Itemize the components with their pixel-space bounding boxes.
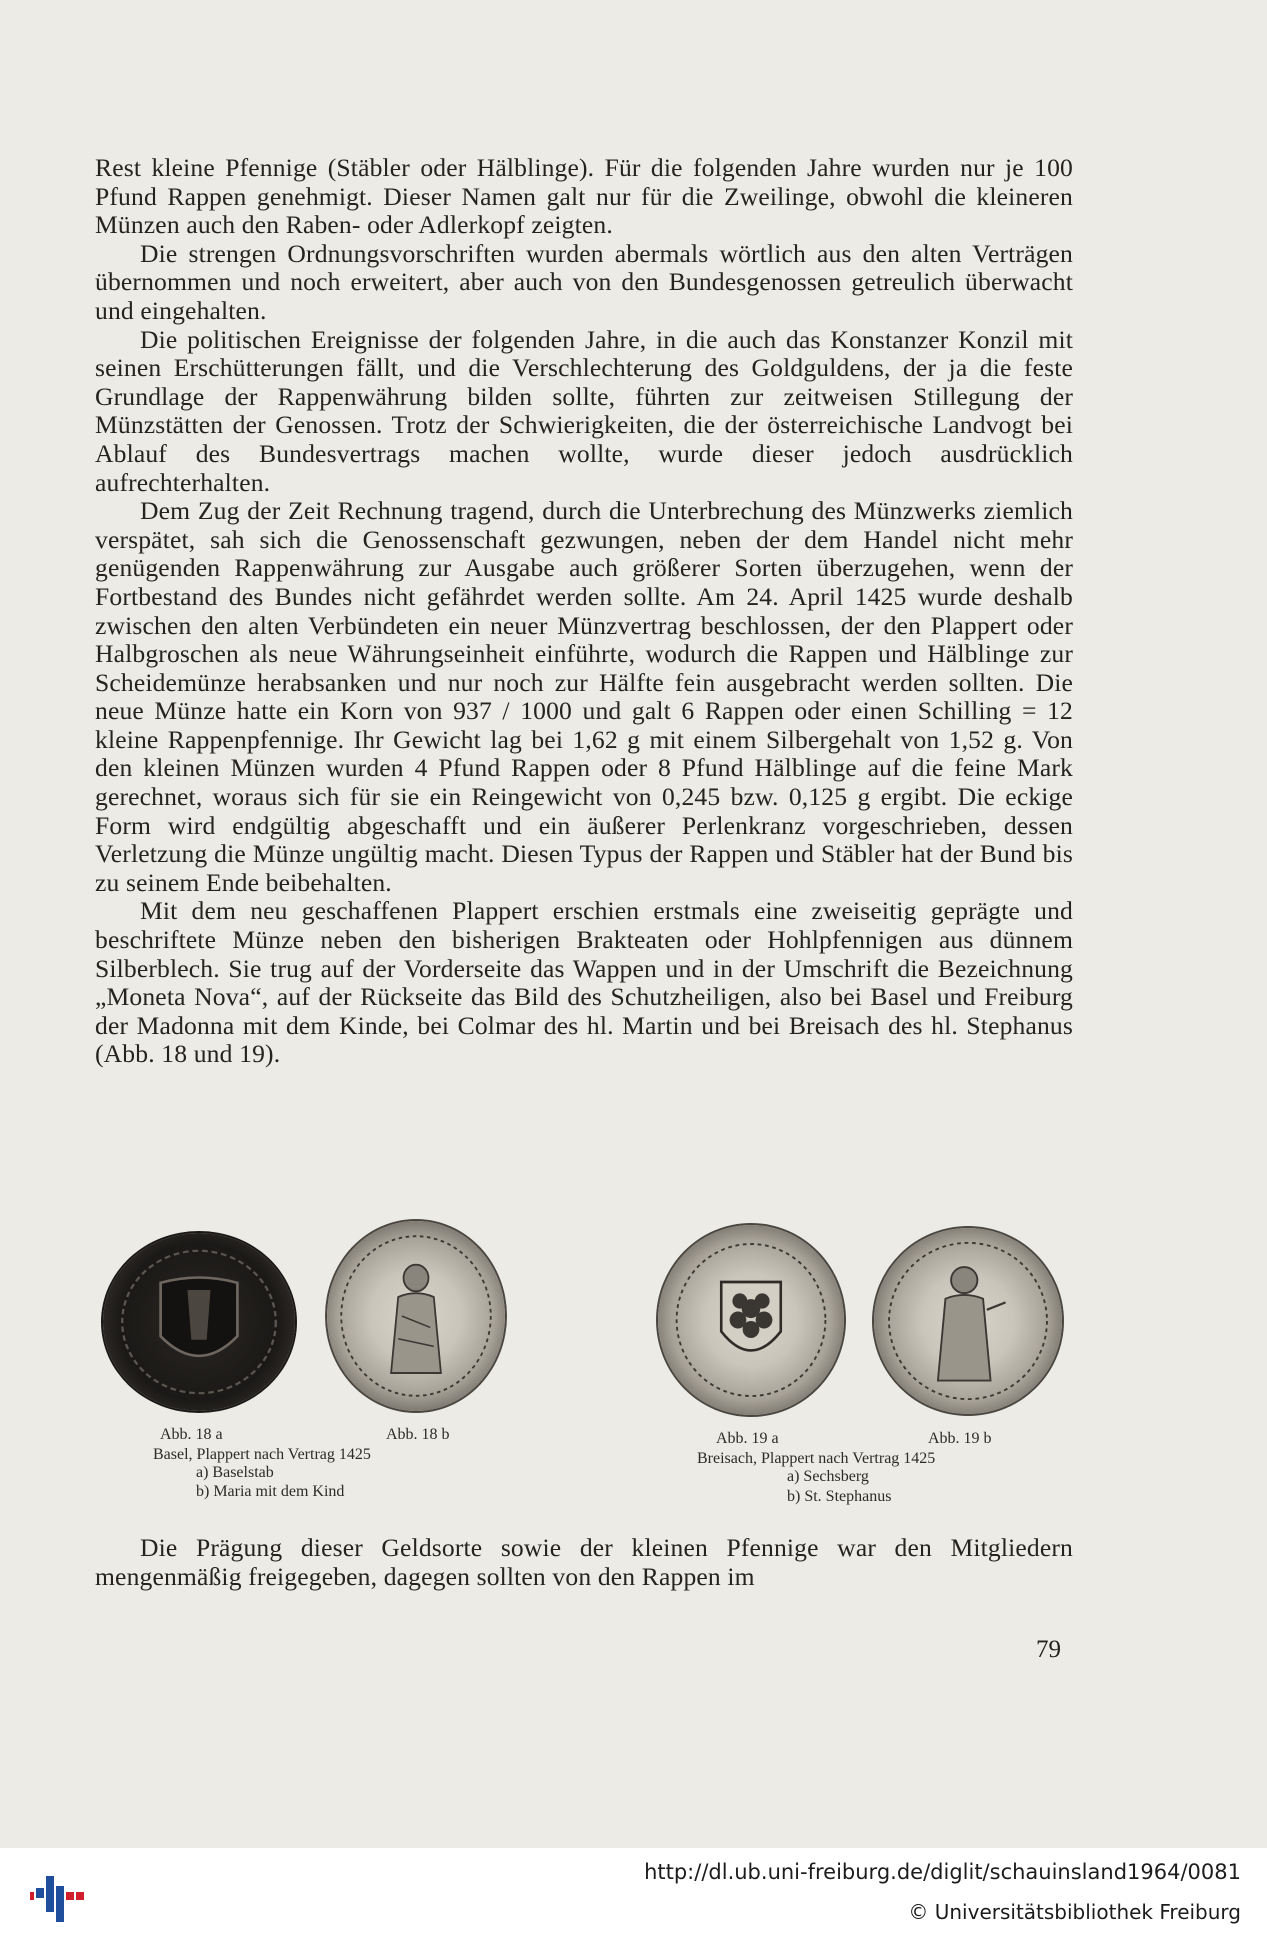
coin-image-18a: [103, 1233, 295, 1411]
copyright-notice: © Universitätsbibliothek Freiburg: [908, 1900, 1241, 1924]
caption-18-item-a: a) Baselstab: [196, 1464, 274, 1481]
baselstab-shield-icon: [103, 1233, 295, 1411]
caption-18-title: Basel, Plappert nach Vertrag 1425: [153, 1446, 371, 1463]
coin-image-19b: [874, 1228, 1062, 1414]
caption-19a-label: Abb. 19 a: [716, 1430, 779, 1447]
ub-freiburg-logo-icon: [30, 1862, 86, 1926]
sechsberg-shield-icon: [658, 1225, 844, 1415]
source-url-link[interactable]: http://dl.ub.uni-freiburg.de/diglit/schauinsland1964/0081: [644, 1860, 1241, 1884]
paragraph-4: Dem Zug der Zeit Rechnung tragend, durch die Unterbrechung des Münzwerks ziemlich verspätet, sah sich die Genossenschaft gezwungen, neben der dem Handel nicht mehr genügenden Rappenwährung zur Ausgabe auch größerer Sorten überzugehen, wenn der Fortbestand des Bundes nicht gefährdet werden sollte. Am 24. April 1425 wurde deshalb zwischen den alten Verbündeten ein neuer Münzvertrag beschlossen, der den Plappert oder Halbgroschen als neue Währungseinheit einführte, wodurch die Rappen und Hälblinge zur Scheidemünze herabsanken und nur noch zur Hälfte fein ausgebracht werden sollten. Die neue Münze hatte ein Korn von 937 / 1000 und galt 6 Rappen oder einen Schilling = 12 kleine Rappenpfennige. Ihr Gewicht lag bei 1,62 g mit einem Silbergehalt von 1,52 g. Von den kleinen Münzen wurden 4 Pfund Rappen oder 8 Pfund Hälblinge auf die feine Mark gerechnet, woraus sich für sie ein Reingewicht von 0,245 bzw. 0,125 g ergibt. Die eckige Form wird endgültig abgeschafft und ein äußerer Perlenkranz vorgeschrieben, dessen Verletzung die Münze ungültig macht. Diesen Typus der Rappen und Stäbler hat der Bund bis zu seinem Ende beibehalten.: [95, 496, 1073, 897]
caption-18b-label: Abb. 18 b: [386, 1426, 450, 1443]
caption-18-item-b: b) Maria mit dem Kind: [196, 1483, 345, 1500]
paragraph-5: Mit dem neu geschaffenen Plappert erschien erstmals eine zweiseitig geprägte und beschriftete Münze neben den bisherigen Brakteaten oder Hohlpfennigen aus dünnem Silberblech. Sie trug auf der Vorderseite das Wappen und in der Umschrift die Bezeichnung „Moneta Nova“, auf der Rückseite das Bild des Schutzheiligen, also bei Basel und Freiburg der Madonna mit dem Kinde, bei Colmar des hl. Martin und bei Breisach des hl. Stephanus (Abb. 18 und 19).: [95, 896, 1073, 1069]
coin-figures: [0, 1215, 1267, 1515]
caption-19-title: Breisach, Plappert nach Vertrag 1425: [697, 1450, 936, 1467]
coin-image-19a: [658, 1225, 844, 1415]
madonna-figure-icon: [327, 1221, 505, 1411]
page-number: 79: [1036, 1636, 1061, 1663]
st-stephanus-figure-icon: [874, 1228, 1062, 1414]
closing-paragraph: Die Prägung dieser Geldsorte sowie der kleinen Pfennige war den Mitgliedern mengenmäßig freigegeben, dagegen sollten von den Rappen im: [95, 1533, 1073, 1591]
paragraph-3: Die politischen Ereignisse der folgenden Jahre, in die auch das Konstanzer Konzil mit seinen Erschütterungen fällt, und die Verschlechterung des Goldguldens, der ja die feste Grundlage der Rappenwährung bilden sollte, führten zur zeitweisen Stillegung der Münzstätten der Genossen. Trotz der Schwierigkeiten, die der österreichische Landvogt bei Ablauf des Bundesvertrags machen wollte, wurde dieser jedoch ausdrücklich aufrechterhalten.: [95, 324, 1073, 497]
paragraph-1: Rest kleine Pfennige (Stäbler oder Hälblinge). Für die folgenden Jahre wurden nur je 100 Pfund Rappen genehmigt. Dieser Namen galt nur für die Zweilinge, obwohl die kleineren Münzen auch den Raben- oder Adlerkopf zeigten.: [95, 153, 1073, 240]
paragraph-2: Die strengen Ordnungsvorschriften wurden abermals wörtlich aus den alten Verträgen übernommen und noch erweitert, aber auch von den Bundesgenossen getreulich überwacht und eingehalten.: [95, 238, 1073, 325]
caption-19b-label: Abb. 19 b: [928, 1430, 992, 1447]
coin-image-18b: [327, 1221, 505, 1411]
closing-text: [95, 1534, 1073, 1591]
caption-19-item-a: a) Sechsberg: [787, 1468, 869, 1485]
footer-bar: [0, 1848, 1267, 1938]
body-text: [95, 154, 1073, 1069]
caption-18a-label: Abb. 18 a: [160, 1426, 223, 1443]
caption-19-item-b: b) St. Stephanus: [787, 1488, 892, 1505]
